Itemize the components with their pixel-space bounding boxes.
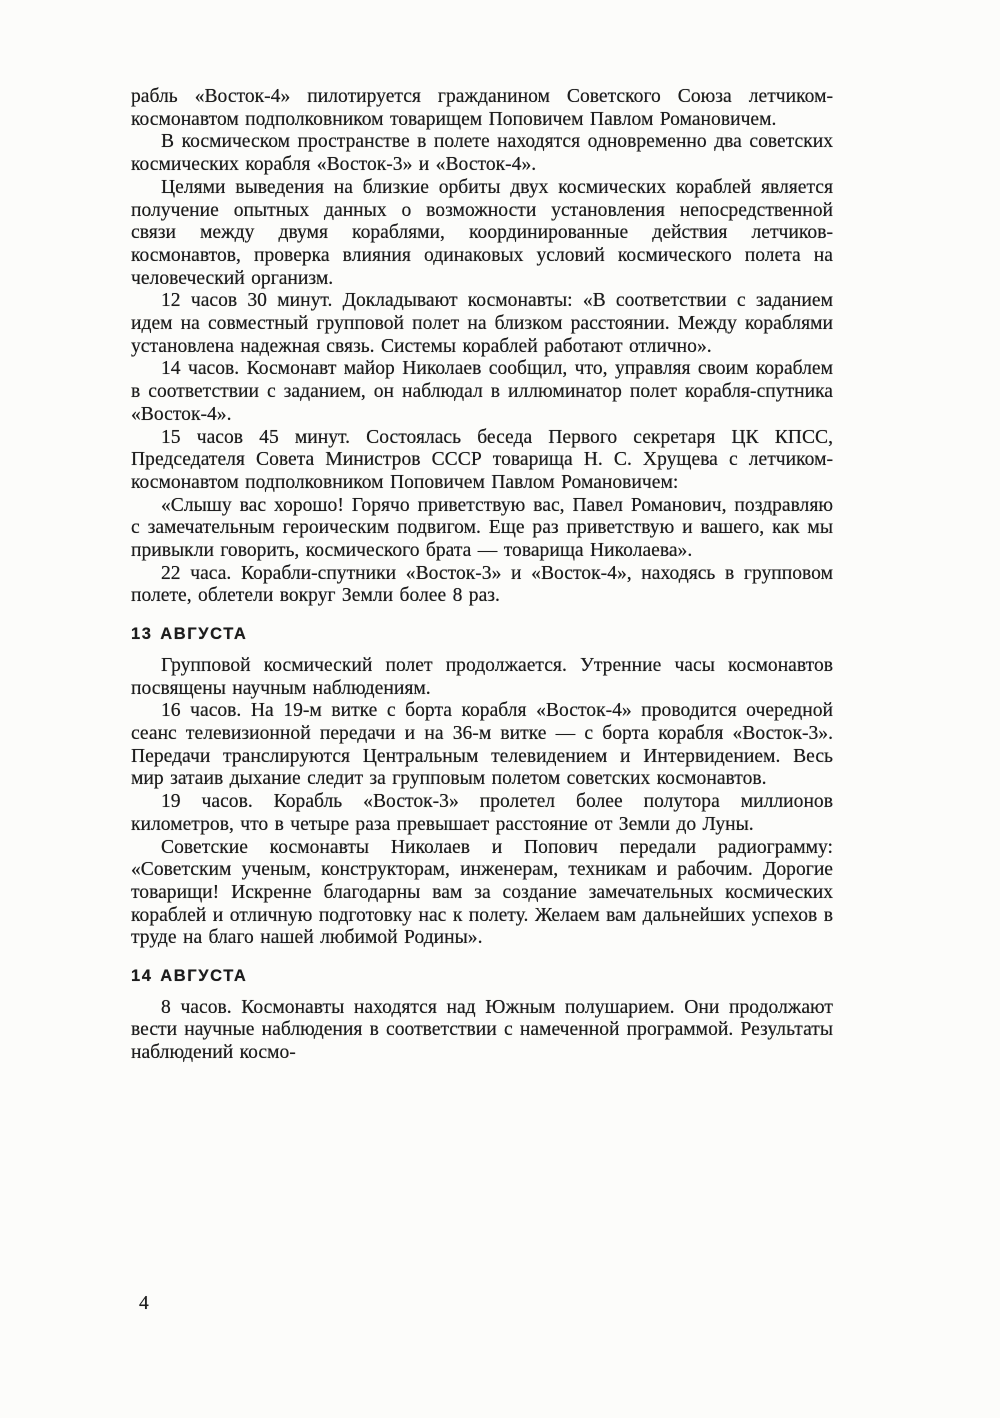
paragraph: Групповой космический полет продолжается. Утренние часы космонавтов посвящены научным наблюдениям. — [131, 654, 833, 699]
date-heading-13-august: 13 АВГУСТА — [131, 625, 248, 644]
paragraph: 8 часов. Космонавты находятся над Южным полушарием. Они продолжают вести научные наблюдения в соответствии с намеченной программой. Результаты наблюдений космо- — [131, 996, 833, 1064]
text-block — [131, 86, 833, 1065]
paragraph: Советские космонавты Николаев и Попович передали радиограмму: «Советским ученым, конструкторам, инженерам, техникам и рабочим. Дорогие товарищи! Искренне благодарны вам за создание замечательных космических кораблей и отличную подготовку нас к полету. Желаем вам дальнейших успехов в труде на благо нашей любимой Родины». — [131, 836, 833, 949]
paragraph: 19 часов. Корабль «Восток-3» пролетел более полутора миллионов километров, что в четыре раза превышает расстояние от Земли до Луны. — [131, 791, 833, 835]
paragraph: 22 часа. Корабли-спутники «Восток-3» и «Восток-4», находясь в групповом полете, облетели вокруг Земли более 8 раз. — [131, 562, 833, 607]
page-number: 4 — [139, 1293, 149, 1314]
paragraph: Целями выведения на близкие орбиты двух космических кораблей является получение опытных данных о возможности установления непосредственной связи между двумя кораблями, координированные действия летчиков-космонавтов, проверка влияния одинаковых условий космического полета на человеческий организм. — [131, 176, 833, 289]
paragraph: 15 часов 45 минут. Состоялась беседа Первого секретаря ЦК КПСС, Председателя Совета Министров СССР товарища Н. С. Хрущева с летчиком-космонавтом подполковником Поповичем Павлом Романовичем: — [131, 426, 833, 493]
paragraph: 16 часов. На 19-м витке с борта корабля «Восток-4» проводится очередной сеанс телевизионной передачи и на 36-м витке — с борта корабля «Восток-3». Передачи транслируются Центральным телевидением и Интервидением. Весь мир затаив дыхание следит за групповым полетом советских космонавтов. — [131, 700, 833, 790]
paragraph: В космическом пространстве в полете находятся одновременно два советских космических корабля «Восток-3» и «Восток-4». — [131, 131, 833, 176]
paragraph: 12 часов 30 минут. Докладывают космонавты: «В соответствии с заданием идем на совместный групповой полет на близком расстоянии. Между кораблями установлена надежная связь. Системы кораблей работают отлично». — [131, 290, 833, 357]
paragraph: 14 часов. Космонавт майор Николаев сообщил, что, управляя своим кораблем в соответствии с заданием, он наблюдал в иллюминатор полет корабля-спутника «Восток-4». — [131, 358, 833, 425]
continued-paragraph: рабль «Восток-4» пилотируется гражданином Советского Союза летчиком-космонавтом подполковником товарищем Поповичем Павлом Романовичем. — [131, 86, 833, 130]
paragraph: «Слышу вас хорошо! Горячо приветствую вас, Павел Романович, поздравляю с замечательным героическим подвигом. Еще раз приветствую и вашего, как мы привыкли говорить, космического брата — товарища Николаева». — [131, 494, 833, 562]
date-heading-14-august: 14 АВГУСТА — [131, 967, 248, 986]
